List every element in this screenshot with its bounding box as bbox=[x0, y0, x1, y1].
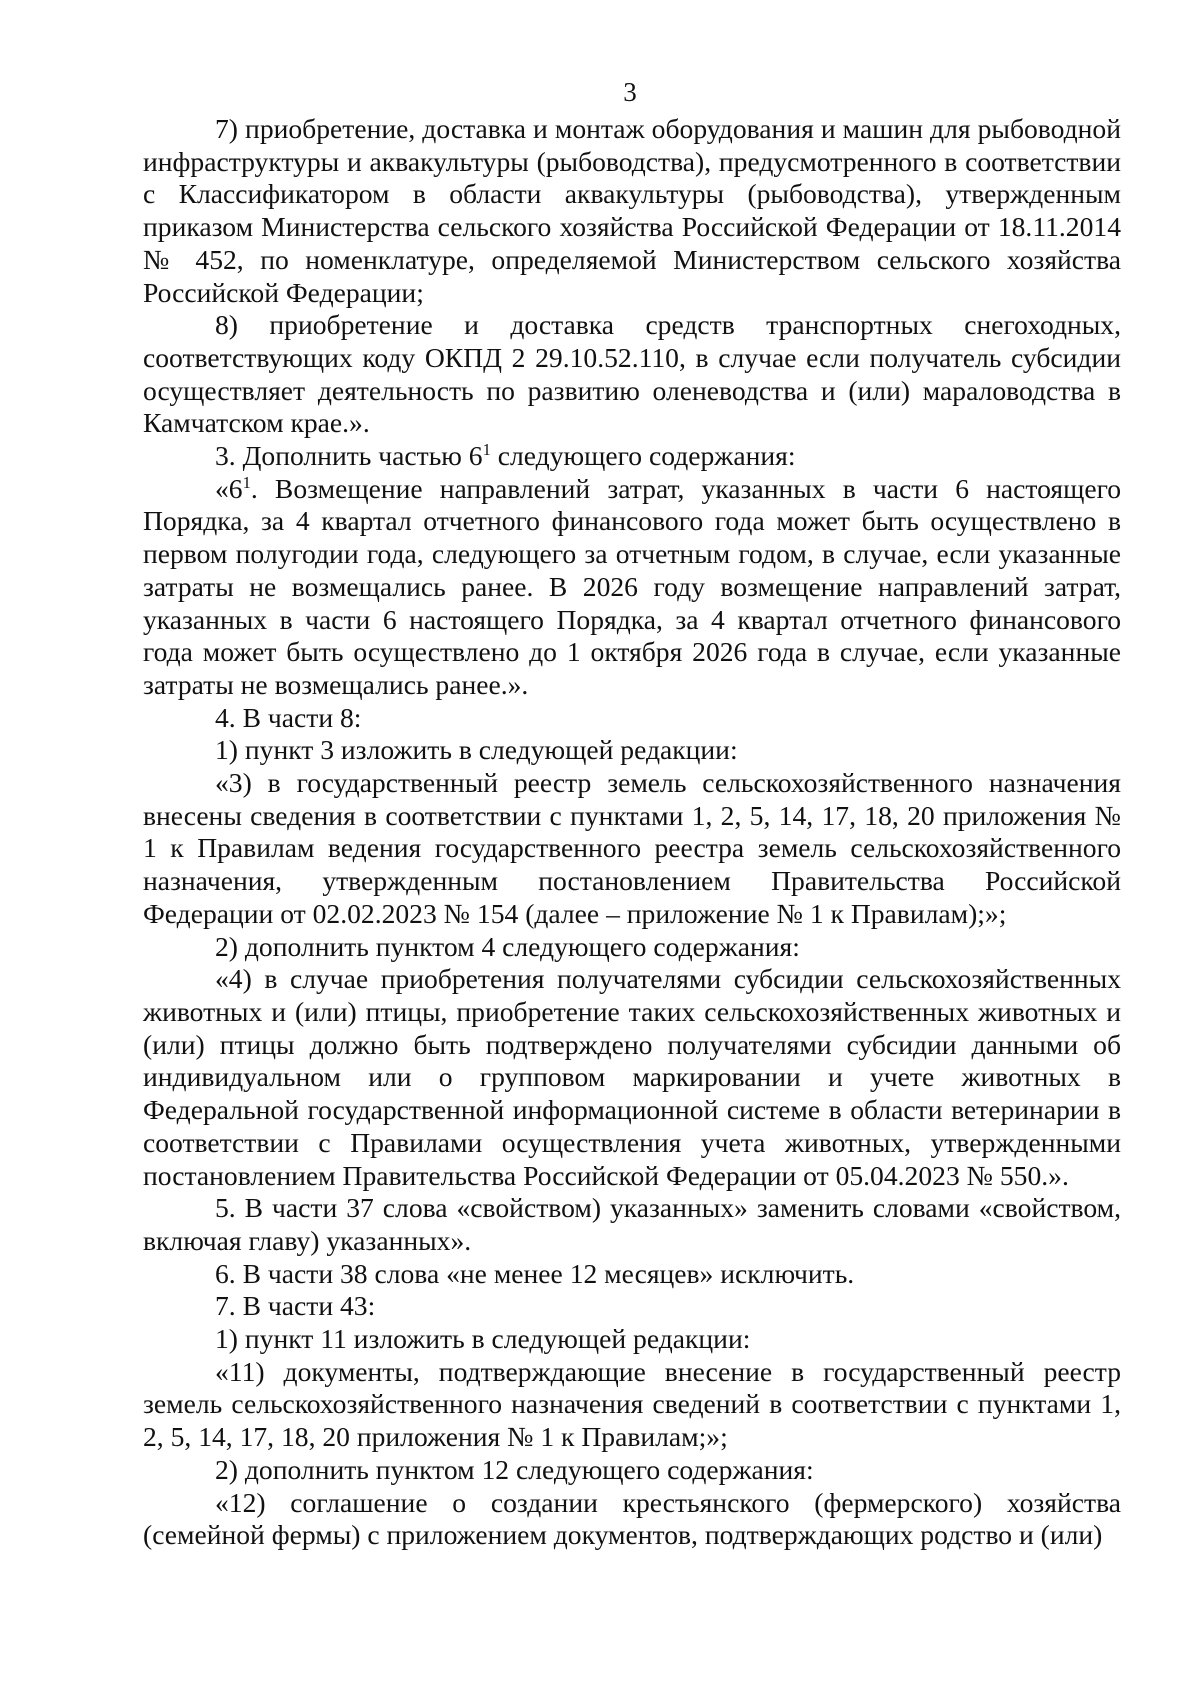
text-fragment: 3. Дополнить частью 6 bbox=[215, 440, 483, 472]
paragraph-amend-4: 4. В части 8: bbox=[215, 701, 362, 733]
paragraph-item-7: 7) приобретение, доставка и монтаж оборудования и машин для рыбоводной инфраструктуры и аквакультуры (рыбоводства), предусмотренного в соответствии с Классификатором в области аквакультуры (рыбоводства), утвержденным приказом Министерства сельского хозяйства Российской Федерации от 18.11.2014 № 452, по номенклатуре, определяемой Министерством сельского хозяйства Российской Федерации; bbox=[143, 113, 1121, 308]
paragraph-quote: «4) в случае приобретения получателями субсидии сельскохозяйственных животных и (или) птицы, приобретение таких сельскохозяйственных животных и (или) птицы должно быть подтверждено получателями субсидии данными об индивидуальном или о групповом маркировании и учете животных в Федеральной государственной информационной системе в области ветеринарии в соответствии с Правилами осуществления учета животных, утвержденными постановлением Правительства Российской Федерации от 05.04.2023 № 550.». bbox=[143, 963, 1121, 1191]
superscript: 1 bbox=[242, 472, 251, 492]
paragraph-quote: «11) документы, подтверждающие внесение в государственный реестр земель сельскохозяйственного назначения сведений в соответствии с пунктами 1, 2, 5, 14, 17, 18, 20 приложения № 1 к Правилам;»; bbox=[143, 1355, 1121, 1453]
paragraph-quote: «3) в государственный реестр земель сельскохозяйственного назначения внесены сведения в соответствии с пунктами 1, 2, 5, 14, 17, 18, 20 приложения № 1 к Правилам ведения государственного реестра земель сельскохозяйственного назначения, утвержденным постановлением Правительства Российской Федерации от 02.02.2023 № 154 (далее – приложение № 1 к Правилам);»; bbox=[143, 767, 1121, 929]
paragraph-subitem: 1) пункт 3 изложить в следующей редакции: bbox=[215, 734, 738, 766]
paragraph-amend-3 bbox=[143, 440, 1121, 473]
paragraph-quote: «12) соглашение о создании крестьянского (фермерского) хозяйства (семейной фермы) с приложением документов, подтверждающих родство и (или) bbox=[143, 1486, 1121, 1551]
paragraph-subitem: 1) пункт 11 изложить в следующей редакции: bbox=[215, 1323, 751, 1355]
page-number: 3 bbox=[623, 77, 637, 107]
paragraph-amend-7: 7. В части 43: bbox=[215, 1290, 376, 1322]
superscript: 1 bbox=[482, 439, 491, 459]
document-body bbox=[143, 113, 1121, 1552]
text-fragment: «6 bbox=[215, 472, 243, 504]
paragraph-amend-6: 6. В части 38 слова «не менее 12 месяцев» исключить. bbox=[215, 1257, 855, 1289]
text-fragment: . Возмещение направлений затрат, указанных в части 6 настоящего Порядка, за 4 квартал отчетного финансового года может быть осуществлено в первом полугодии года, следующего за отчетным годом, в случае, если указанные затраты не возмещались ранее. В 2026 году возмещение направлений затрат, указанных в части 6 настоящего Порядка, за 4 квартал отчетного финансового года может быть осуществлено до 1 октября 2026 года в случае, если указанные затраты не возмещались ранее.». bbox=[143, 472, 1121, 700]
paragraph-amend-5: 5. В части 37 слова «свойством) указанных» заменить словами «свойством, включая главу) указанных». bbox=[143, 1192, 1121, 1256]
paragraph-part-6-1 bbox=[143, 473, 1121, 702]
text-fragment: следующего содержания: bbox=[490, 440, 796, 472]
paragraph-subitem: 2) дополнить пунктом 4 следующего содержания: bbox=[215, 930, 800, 962]
paragraph-subitem: 2) дополнить пунктом 12 следующего содержания: bbox=[215, 1453, 814, 1485]
paragraph-item-8: 8) приобретение и доставка средств транспортных снегоходных, соответствующих коду ОКПД 2 29.10.52.110, в случае если получатель субсидии осуществляет деятельность по развитию оленеводства и (или) мараловодства в Камчатском крае.». bbox=[143, 309, 1121, 439]
